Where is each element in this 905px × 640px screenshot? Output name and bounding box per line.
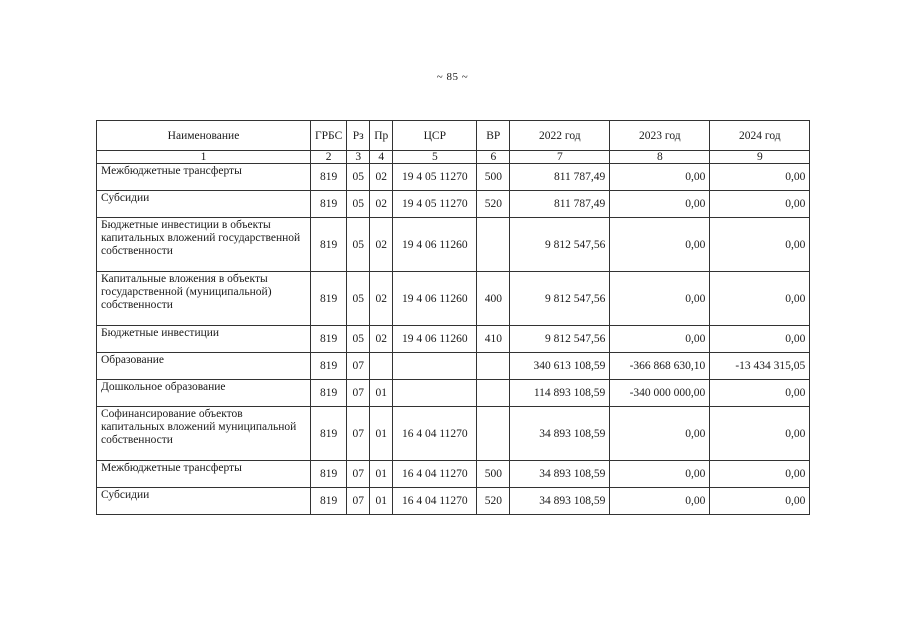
row-vr: 500 [477, 461, 510, 488]
row-name: Капитальные вложения в объекты государственной (муниципальной) собственности [97, 272, 311, 326]
row-rz: 07 [347, 407, 370, 461]
row-grbs: 819 [311, 380, 347, 407]
header-grbs: ГРБС [311, 121, 347, 151]
row-amount-2024: 0,00 [710, 218, 810, 272]
row-amount-2023: -340 000 000,00 [610, 380, 710, 407]
row-name: Субсидии [97, 191, 311, 218]
row-name: Дошкольное образование [97, 380, 311, 407]
row-csr [393, 380, 477, 407]
row-amount-2023: -366 868 630,10 [610, 353, 710, 380]
row-vr: 500 [477, 164, 510, 191]
row-vr: 520 [477, 488, 510, 515]
row-name: Софинансирование объектов капитальных вложений муниципальной собственности [97, 407, 311, 461]
row-rz: 05 [347, 164, 370, 191]
row-grbs: 819 [311, 353, 347, 380]
row-name: Субсидии [97, 488, 311, 515]
row-amount-2022: 9 812 547,56 [510, 272, 610, 326]
header-vr: ВР [477, 121, 510, 151]
row-rz: 05 [347, 272, 370, 326]
row-grbs: 819 [311, 488, 347, 515]
row-amount-2024: 0,00 [710, 407, 810, 461]
header-2024: 2024 год [710, 121, 810, 151]
row-amount-2024: 0,00 [710, 191, 810, 218]
row-csr: 19 4 05 11270 [393, 164, 477, 191]
column-number-row [97, 151, 810, 164]
row-grbs: 819 [311, 407, 347, 461]
table-row [97, 380, 810, 407]
row-csr: 19 4 06 11260 [393, 326, 477, 353]
column-number: 9 [710, 151, 810, 164]
row-pr: 02 [370, 191, 393, 218]
table-row [97, 488, 810, 515]
table-row [97, 326, 810, 353]
row-pr [370, 353, 393, 380]
row-grbs: 819 [311, 326, 347, 353]
row-rz: 05 [347, 218, 370, 272]
row-csr [393, 353, 477, 380]
row-amount-2023: 0,00 [610, 407, 710, 461]
header-2023: 2023 год [610, 121, 710, 151]
row-rz: 05 [347, 326, 370, 353]
column-number: 5 [393, 151, 477, 164]
row-vr [477, 218, 510, 272]
column-number: 3 [347, 151, 370, 164]
table-body [97, 164, 810, 515]
row-amount-2022: 34 893 108,59 [510, 488, 610, 515]
row-name: Бюджетные инвестиции [97, 326, 311, 353]
row-csr: 16 4 04 11270 [393, 488, 477, 515]
row-grbs: 819 [311, 272, 347, 326]
table-row [97, 353, 810, 380]
page-number: ~ 85 ~ [436, 71, 469, 83]
row-amount-2024: 0,00 [710, 380, 810, 407]
column-number: 6 [477, 151, 510, 164]
row-name: Бюджетные инвестиции в объекты капитальных вложений государственной собственности [97, 218, 311, 272]
row-pr: 01 [370, 380, 393, 407]
row-rz: 07 [347, 380, 370, 407]
row-name: Образование [97, 353, 311, 380]
row-name: Межбюджетные трансферты [97, 164, 311, 191]
row-grbs: 819 [311, 191, 347, 218]
row-amount-2024: 0,00 [710, 272, 810, 326]
row-amount-2022: 34 893 108,59 [510, 461, 610, 488]
table-row [97, 272, 810, 326]
row-pr: 02 [370, 164, 393, 191]
row-pr: 02 [370, 326, 393, 353]
row-amount-2023: 0,00 [610, 164, 710, 191]
column-number: 4 [370, 151, 393, 164]
row-vr [477, 380, 510, 407]
row-pr: 01 [370, 461, 393, 488]
table-header-row [97, 121, 810, 151]
row-vr: 520 [477, 191, 510, 218]
row-amount-2024: 0,00 [710, 164, 810, 191]
row-pr: 01 [370, 407, 393, 461]
column-number: 7 [510, 151, 610, 164]
row-amount-2024: 0,00 [710, 461, 810, 488]
table-row [97, 164, 810, 191]
row-rz: 07 [347, 353, 370, 380]
row-amount-2024: 0,00 [710, 326, 810, 353]
row-rz: 05 [347, 191, 370, 218]
row-pr: 02 [370, 218, 393, 272]
header-rz: Рз [347, 121, 370, 151]
row-amount-2024: 0,00 [710, 488, 810, 515]
row-grbs: 819 [311, 218, 347, 272]
row-csr: 16 4 04 11270 [393, 461, 477, 488]
row-vr [477, 353, 510, 380]
row-vr [477, 407, 510, 461]
row-amount-2022: 340 613 108,59 [510, 353, 610, 380]
row-vr: 410 [477, 326, 510, 353]
row-amount-2023: 0,00 [610, 272, 710, 326]
row-amount-2023: 0,00 [610, 326, 710, 353]
row-pr: 01 [370, 488, 393, 515]
row-amount-2023: 0,00 [610, 461, 710, 488]
row-pr: 02 [370, 272, 393, 326]
row-csr: 16 4 04 11270 [393, 407, 477, 461]
row-amount-2022: 34 893 108,59 [510, 407, 610, 461]
row-csr: 19 4 06 11260 [393, 218, 477, 272]
column-number: 2 [311, 151, 347, 164]
row-name: Межбюджетные трансферты [97, 461, 311, 488]
header-name: Наименование [97, 121, 311, 151]
row-amount-2022: 811 787,49 [510, 191, 610, 218]
table-row [97, 461, 810, 488]
row-rz: 07 [347, 461, 370, 488]
row-amount-2023: 0,00 [610, 218, 710, 272]
row-amount-2023: 0,00 [610, 488, 710, 515]
row-amount-2022: 811 787,49 [510, 164, 610, 191]
table-row [97, 191, 810, 218]
table-row [97, 218, 810, 272]
header-2022: 2022 год [510, 121, 610, 151]
row-amount-2022: 114 893 108,59 [510, 380, 610, 407]
row-amount-2022: 9 812 547,56 [510, 218, 610, 272]
row-csr: 19 4 05 11270 [393, 191, 477, 218]
row-csr: 19 4 06 11260 [393, 272, 477, 326]
row-grbs: 819 [311, 461, 347, 488]
header-csr: ЦСР [393, 121, 477, 151]
row-rz: 07 [347, 488, 370, 515]
row-amount-2022: 9 812 547,56 [510, 326, 610, 353]
row-amount-2024: -13 434 315,05 [710, 353, 810, 380]
column-number: 1 [97, 151, 311, 164]
column-number: 8 [610, 151, 710, 164]
row-grbs: 819 [311, 164, 347, 191]
row-amount-2023: 0,00 [610, 191, 710, 218]
row-vr: 400 [477, 272, 510, 326]
table-row [97, 407, 810, 461]
header-pr: Пр [370, 121, 393, 151]
budget-table [96, 120, 810, 515]
